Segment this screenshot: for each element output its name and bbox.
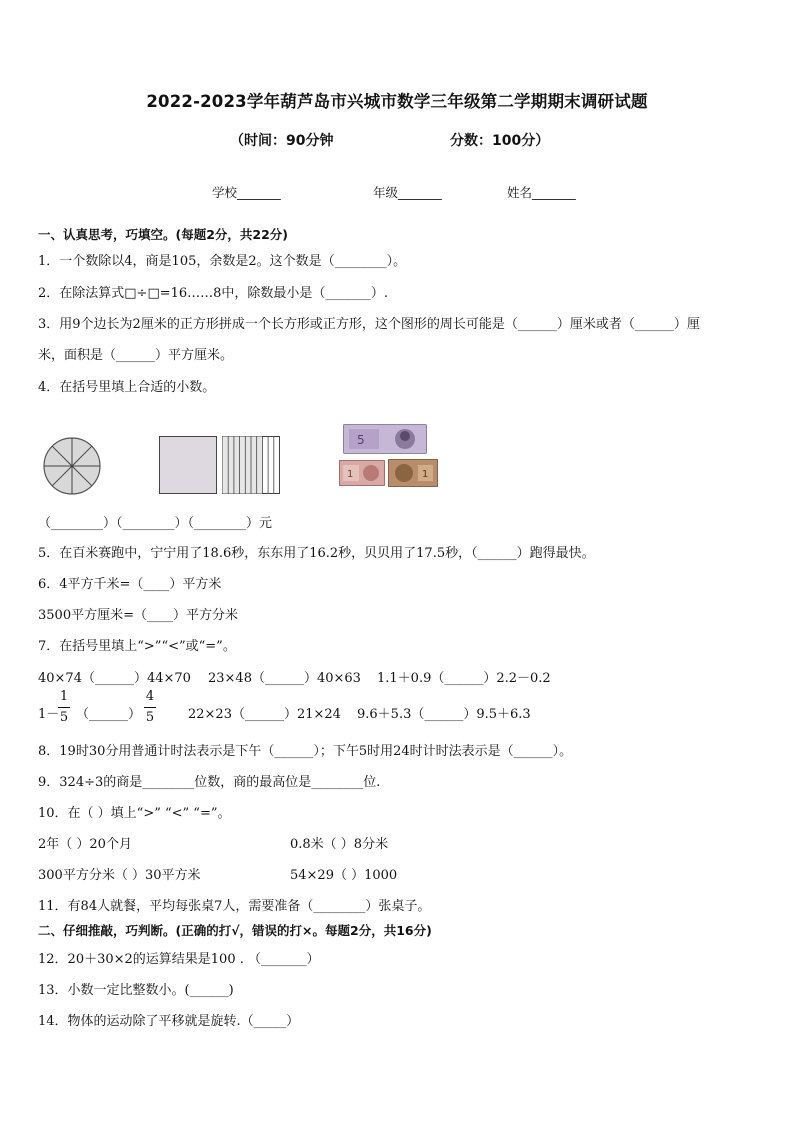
shaded-square-figure bbox=[159, 436, 217, 494]
five-yuan-label: 5 bbox=[357, 433, 365, 447]
q7-fraction-blank: （______） bbox=[76, 707, 142, 722]
one-jiao-banknote bbox=[339, 460, 385, 486]
fraction-one-fifth bbox=[58, 690, 70, 725]
question-1: 1．一个数除以4，商是105，余数是2。这个数是（________）。 bbox=[38, 254, 407, 269]
question-3-line-1: 3．用9个边长为2厘米的正方形拼成一个长方形或正方形，这个图形的周长可能是（______）厘米或者（______）厘 bbox=[38, 317, 700, 332]
q7-comparison-2: 23×48（______）40×63 bbox=[208, 671, 361, 686]
q10-comparison-1: 2年（ ）20个月 bbox=[38, 837, 132, 852]
q10-comparison-3: 300平方分米（ ）30平方米 bbox=[38, 868, 201, 883]
exam-score: 分数：100分） bbox=[450, 133, 550, 149]
question-4: 4．在括号里填上合适的小数。 bbox=[38, 380, 216, 395]
fraction-numerator: 1 bbox=[59, 689, 69, 704]
grade-field: 年级_______ bbox=[373, 185, 442, 200]
one-fen-label: 1 bbox=[422, 469, 429, 480]
question-6-part-2: 3500平方厘米=（____）平方分米 bbox=[38, 608, 238, 623]
question-10: 10．在（ ）填上“>” “<” “=”。 bbox=[38, 806, 231, 821]
question-12: 12．20＋30×2的运算结果是100 . （_______） bbox=[38, 952, 320, 967]
question-6-part-1: 6．4平方千米=（____）平方米 bbox=[38, 577, 222, 592]
fraction-numerator: 4 bbox=[145, 689, 155, 704]
five-yuan-banknote bbox=[343, 424, 427, 454]
section-1-heading: 一、认真思考，巧填空。(每题2分，共22分) bbox=[38, 227, 289, 242]
question-14: 14．物体的运动除了平移就是旋转.（_____） bbox=[38, 1014, 300, 1029]
question-3-line-2: 米，面积是（______）平方厘米。 bbox=[38, 348, 234, 363]
question-7: 7．在括号里填上“>”“<”或“=”。 bbox=[38, 639, 236, 654]
q7-comparison-1: 40×74（______）44×70 bbox=[38, 671, 191, 686]
q7-fraction-lead: 1－ bbox=[38, 707, 60, 722]
striped-square-figure bbox=[222, 436, 280, 494]
exam-time: （时间：90分钟 bbox=[230, 133, 334, 149]
question-2: 2．在除法算式□÷□=16……8中，除数最小是（_______）. bbox=[38, 286, 389, 301]
q7-comparison-5: 22×23（______）21×24 bbox=[188, 707, 341, 722]
one-fen-banknote bbox=[388, 459, 438, 487]
section-2-heading: 二、仔细推敲，巧判断。(正确的打√，错误的打×。每题2分，共16分) bbox=[38, 923, 432, 938]
question-11: 11．有84人就餐，平均每张桌7人，需要准备（________）张桌子。 bbox=[38, 899, 431, 914]
divided-circle-figure bbox=[42, 436, 102, 496]
one-jiao-label: 1 bbox=[347, 469, 354, 480]
fraction-four-fifths bbox=[144, 690, 156, 725]
page-title: 2022-2023学年葫芦岛市兴城市数学三年级第二学期期末调研试题 bbox=[146, 92, 648, 111]
fraction-denominator: 5 bbox=[59, 710, 69, 725]
question-5: 5．在百米赛跑中，宁宁用了18.6秒，东东用了16.2秒，贝贝用了17.5秒，（______）跑得最快。 bbox=[38, 546, 595, 561]
question-9: 9．324÷3的商是________位数，商的最高位是________位. bbox=[38, 775, 381, 790]
fraction-denominator: 5 bbox=[145, 710, 155, 725]
question-4-answer-blanks: （________）（________）（________）元 bbox=[38, 516, 273, 531]
name-field: 姓名_______ bbox=[507, 185, 576, 200]
q7-comparison-3: 1.1＋0.9（______）2.2－0.2 bbox=[377, 671, 551, 686]
q10-comparison-2: 0.8米（ ）8分米 bbox=[290, 837, 389, 852]
q10-comparison-4: 54×29（ ）1000 bbox=[290, 868, 398, 883]
school-field: 学校_______ bbox=[212, 185, 281, 200]
q7-comparison-6: 9.6＋5.3（______）9.5＋6.3 bbox=[357, 707, 531, 722]
question-13: 13．小数一定比整数小。(______) bbox=[38, 983, 234, 998]
question-8: 8．19时30分用普通计时法表示是下午（______）；下午5时用24时计时法表示是（______）。 bbox=[38, 744, 573, 759]
